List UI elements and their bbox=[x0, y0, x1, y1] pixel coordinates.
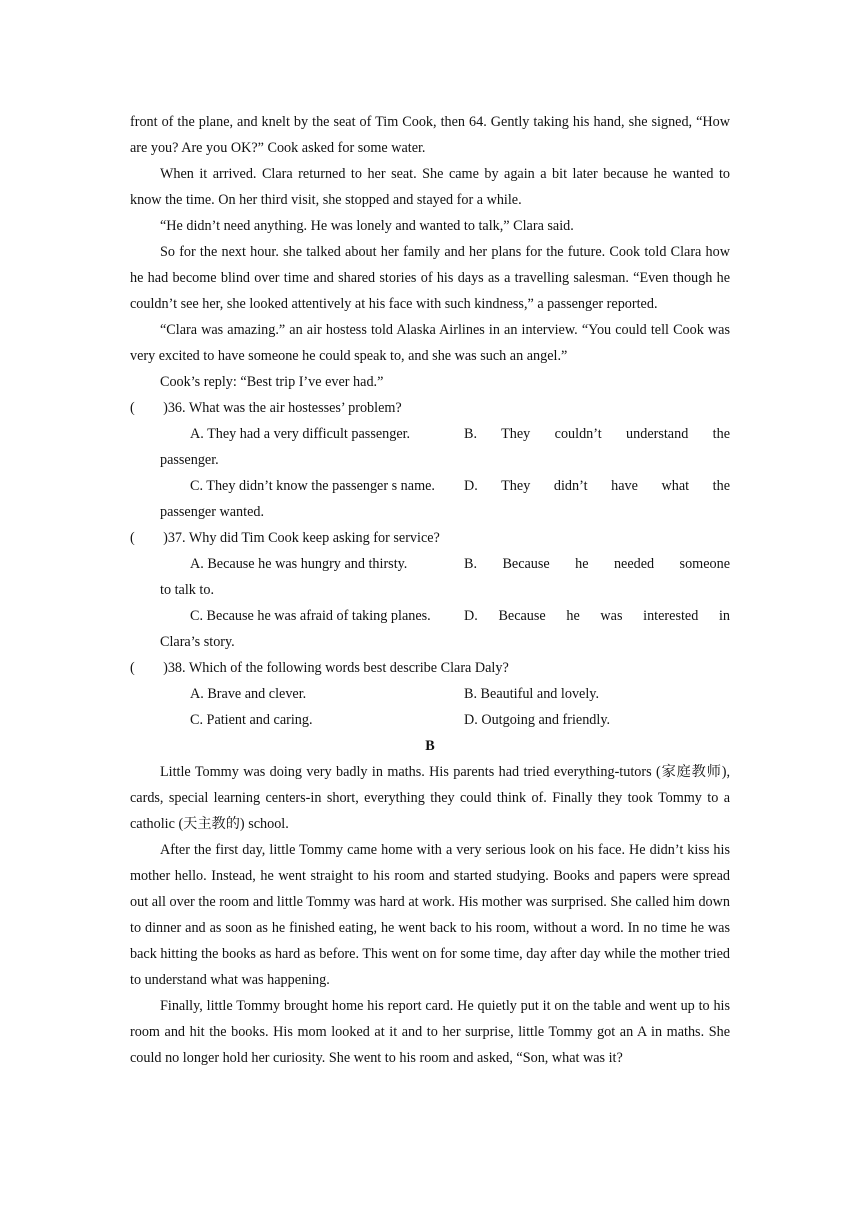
option-d: D. They didn’t have what the bbox=[464, 478, 730, 494]
option-d-continued: Clara’s story. bbox=[160, 634, 235, 650]
paragraph: When it arrived. Clara returned to her seat. She came by again a bit later because he wanted to know the time. On her third visit, she stopped and stayed for a while. bbox=[130, 166, 730, 208]
option-b: B. Beautiful and lovely. bbox=[464, 686, 600, 702]
section-title: B bbox=[425, 738, 435, 754]
document-page bbox=[130, 109, 730, 1071]
option-b: B. Because he needed someone bbox=[464, 556, 730, 572]
option-a: A. Brave and clever. bbox=[190, 686, 307, 702]
option-c: C. Because he was afraid of taking planes. bbox=[190, 608, 431, 624]
question-38 bbox=[130, 655, 730, 733]
option-a: A. Because he was hungry and thirsty. bbox=[190, 556, 408, 572]
question-stem: ( )36. What was the air hostesses’ problem? bbox=[130, 400, 402, 416]
paragraph: “Clara was amazing.” an air hostess told Alaska Airlines in an interview. “You could tell Cook was very excited to have someone he could speak to, and she was such an angel.” bbox=[130, 322, 730, 364]
answer-options bbox=[130, 681, 730, 733]
paragraph: Little Tommy was doing very badly in maths. His parents had tried everything-tutors (家庭教师), cards, special learning centers-in short, everything they could think of. Finally they took Tommy to a catholic (天主教的) school. bbox=[130, 764, 730, 832]
option-b-continued: to talk to. bbox=[160, 582, 214, 598]
paragraph: “He didn’t need anything. He was lonely and wanted to talk,” Clara said. bbox=[160, 218, 574, 234]
question-stem: ( )37. Why did Tim Cook keep asking for service? bbox=[130, 530, 440, 546]
option-d-continued: passenger wanted. bbox=[160, 504, 265, 520]
paragraph: So for the next hour. she talked about her family and her plans for the future. Cook told Clara how he had become blind over time and shared stories of his days as a travelling salesman. “Even though he couldn’t see her, she looked attentively at his face with such kindness,” a passenger reported. bbox=[130, 244, 730, 312]
answer-options bbox=[130, 551, 730, 655]
question-36 bbox=[130, 395, 730, 525]
question-stem: ( )38. Which of the following words best describe Clara Daly? bbox=[130, 660, 509, 676]
passage-a bbox=[130, 109, 730, 395]
passage-b bbox=[130, 759, 730, 1071]
option-d: D. Because he was interested in bbox=[464, 608, 730, 624]
paragraph: Finally, little Tommy brought home his report card. He quietly put it on the table and went up to his room and hit the books. His mom looked at it and to her surprise, little Tommy got an A in maths. She could no longer hold her curiosity. She went to his room and asked, “Son, what was it? bbox=[130, 998, 730, 1066]
option-b: B. They couldn’t understand the bbox=[464, 426, 730, 442]
option-c: C. Patient and caring. bbox=[190, 712, 313, 728]
paragraph: After the first day, little Tommy came home with a very serious look on his face. He didn’t kiss his mother hello. Instead, he went straight to his room and started studying. Books and papers were spread out all over the room and little Tommy was hard at work. His mother was surprised. She called him down to dinner and as soon as he finished eating, he went back to his room, without a word. In no time he was back hitting the books as hard as before. This went on for some time, day after day while the mother tried to understand what was happening. bbox=[130, 842, 730, 988]
paragraph: front of the plane, and knelt by the seat of Tim Cook, then 64. Gently taking his hand, she signed, “How are you? Are you OK?” Cook asked for some water. bbox=[130, 114, 730, 156]
option-b-continued: passenger. bbox=[160, 452, 219, 468]
option-c: C. They didn’t know the passenger s name. bbox=[190, 478, 435, 494]
question-37 bbox=[130, 525, 730, 655]
paragraph: Cook’s reply: “Best trip I’ve ever had.” bbox=[160, 374, 384, 390]
option-d: D. Outgoing and friendly. bbox=[464, 712, 611, 728]
answer-options bbox=[130, 421, 730, 525]
option-a: A. They had a very difficult passenger. bbox=[190, 426, 411, 442]
